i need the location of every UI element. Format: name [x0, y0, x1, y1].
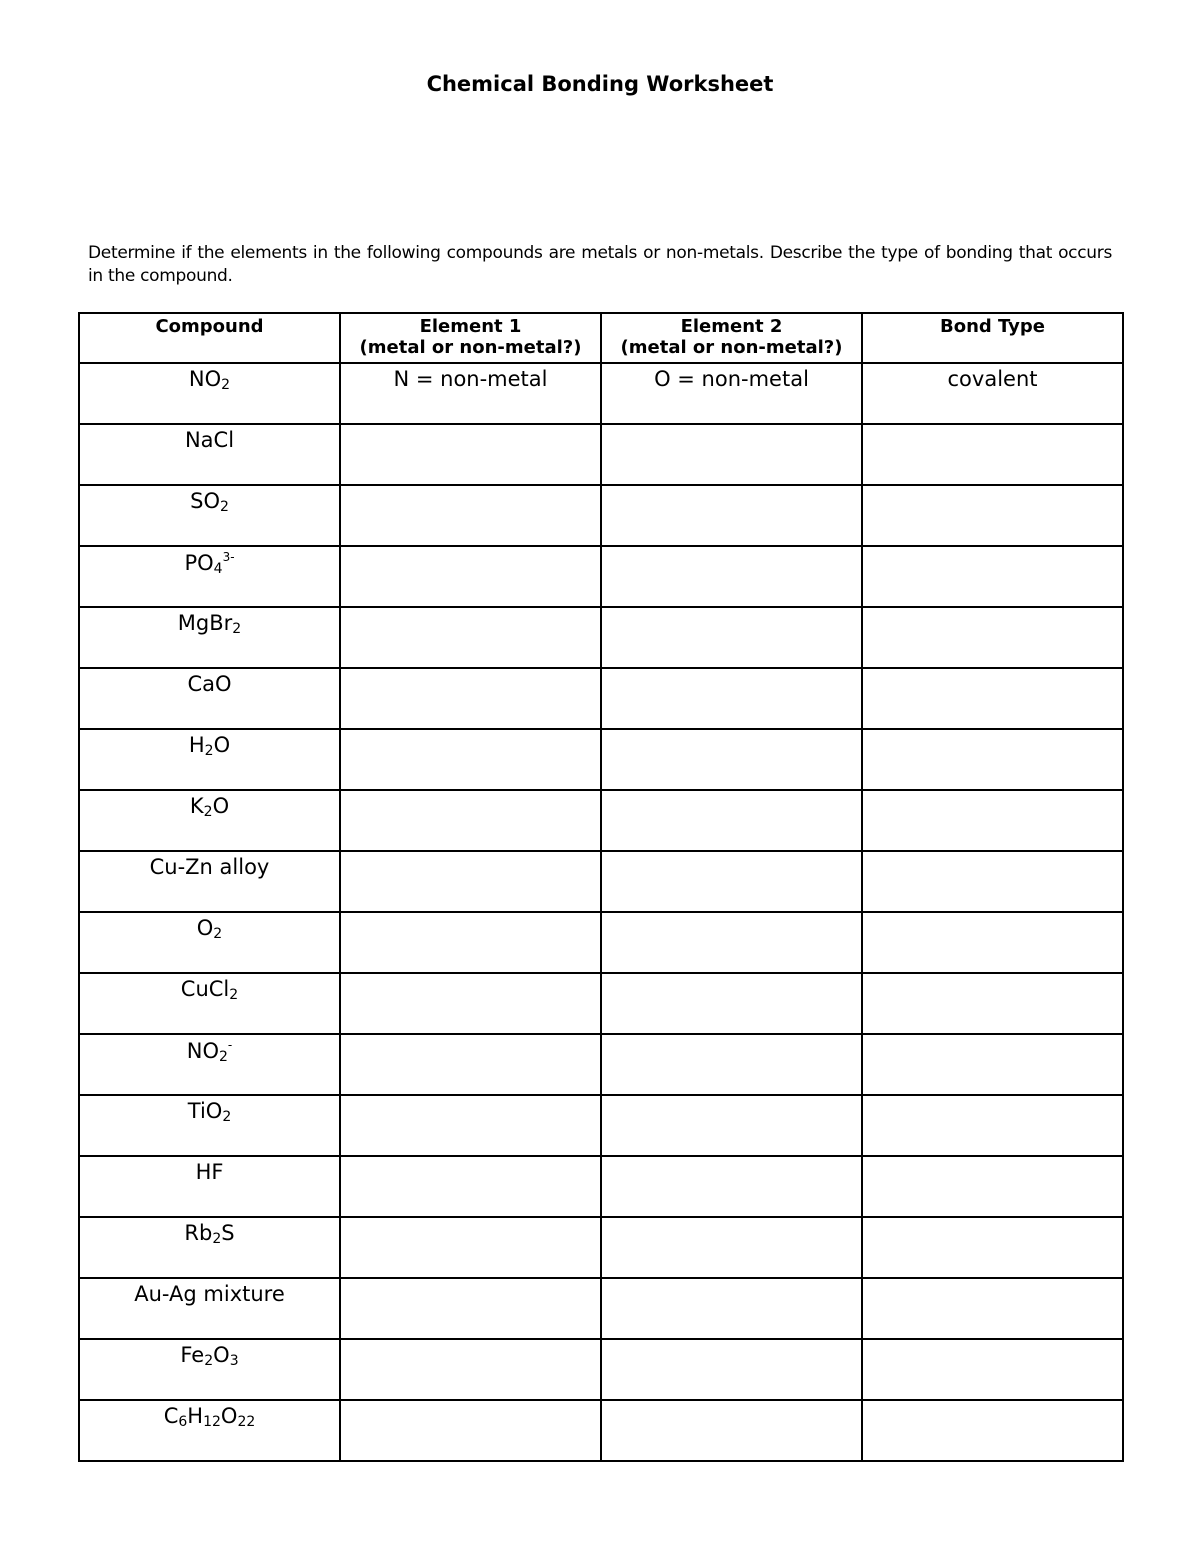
instructions-text: Determine if the elements in the following compounds are metals or non-metals. Describe the type of bonding that occurs in the compound. — [88, 243, 1112, 286]
bond-type-cell[interactable] — [862, 790, 1123, 851]
compound-formula — [185, 428, 234, 452]
element-1-cell[interactable] — [340, 485, 601, 546]
element-2-cell[interactable] — [601, 546, 862, 607]
compound-formula — [188, 1099, 231, 1123]
formula-text: NO — [188, 367, 222, 391]
bond-type-cell[interactable] — [862, 973, 1123, 1034]
element-2-cell-value: O = non-metal — [654, 367, 809, 391]
header-element-2-title: Element 2 — [680, 316, 783, 337]
formula-text: H — [187, 1404, 204, 1428]
formula-superscript: 3- — [222, 550, 235, 564]
formula-text: O — [212, 794, 230, 818]
element-2-cell[interactable] — [601, 1217, 862, 1278]
formula-text: NaCl — [184, 428, 235, 452]
formula-subscript: 2 — [204, 1353, 214, 1369]
compound-cell — [79, 1217, 340, 1278]
header-compound-label: Compound — [155, 316, 264, 337]
compound-cell — [79, 424, 340, 485]
formula-text: O — [220, 1404, 238, 1428]
element-2-cell[interactable] — [601, 668, 862, 729]
header-bond-type — [862, 313, 1123, 363]
formula-text: S — [221, 1221, 235, 1245]
element-1-cell[interactable] — [340, 1400, 601, 1461]
element-2-cell[interactable] — [601, 1156, 862, 1217]
element-2-cell[interactable] — [601, 790, 862, 851]
header-element-2-subtitle: (metal or non-metal?) — [620, 337, 843, 358]
formula-subscript: 12 — [203, 1414, 221, 1430]
table-row — [79, 607, 1123, 668]
table-row — [79, 1400, 1123, 1461]
bond-type-cell[interactable] — [862, 607, 1123, 668]
compound-formula — [197, 916, 222, 940]
element-1-cell[interactable] — [340, 973, 601, 1034]
element-2-cell[interactable] — [601, 912, 862, 973]
formula-subscript: 2 — [219, 499, 229, 515]
compound-formula — [189, 733, 230, 757]
compound-formula — [150, 855, 270, 879]
table-row — [79, 668, 1123, 729]
compound-cell — [79, 607, 340, 668]
formula-text: O — [196, 916, 214, 940]
compound-cell — [79, 1278, 340, 1339]
table-row — [79, 790, 1123, 851]
formula-text: SO — [190, 489, 220, 513]
element-2-cell[interactable] — [601, 607, 862, 668]
formula-subscript: 6 — [178, 1414, 188, 1430]
bond-type-cell[interactable] — [862, 485, 1123, 546]
element-1-cell[interactable] — [340, 1217, 601, 1278]
formula-superscript: - — [227, 1038, 233, 1052]
formula-subscript: 2 — [222, 1109, 232, 1125]
table-row — [79, 729, 1123, 790]
element-2-cell[interactable] — [601, 851, 862, 912]
formula-text: C — [163, 1404, 179, 1428]
element-2-cell[interactable] — [601, 1034, 862, 1095]
worksheet-title: Chemical Bonding Worksheet — [426, 72, 774, 96]
formula-text: CaO — [187, 672, 232, 696]
element-1-cell[interactable] — [340, 424, 601, 485]
element-1-cell[interactable] — [340, 607, 601, 668]
element-2-cell[interactable] — [601, 973, 862, 1034]
compound-cell — [79, 1156, 340, 1217]
compound-formula — [181, 977, 238, 1001]
formula-text: Fe — [180, 1343, 205, 1367]
element-1-cell[interactable] — [340, 790, 601, 851]
element-1-cell[interactable] — [340, 729, 601, 790]
bond-type-cell[interactable] — [862, 851, 1123, 912]
element-2-cell[interactable] — [601, 1095, 862, 1156]
compound-cell — [79, 790, 340, 851]
formula-text: PO — [184, 551, 214, 575]
element-1-cell[interactable] — [340, 851, 601, 912]
element-1-cell[interactable] — [340, 363, 601, 424]
bond-type-cell[interactable] — [862, 1217, 1123, 1278]
element-1-cell-value: N = non-metal — [393, 367, 548, 391]
formula-subscript: 4 — [213, 561, 223, 577]
table-row — [79, 1278, 1123, 1339]
formula-subscript: 2 — [229, 987, 239, 1003]
compound-formula — [184, 551, 234, 575]
compound-formula — [187, 1039, 233, 1063]
compound-cell — [79, 546, 340, 607]
formula-subscript: 2 — [212, 1231, 222, 1247]
compound-cell — [79, 668, 340, 729]
table-row — [79, 1095, 1123, 1156]
bond-type-cell[interactable] — [862, 1400, 1123, 1461]
element-2-cell[interactable] — [601, 363, 862, 424]
compound-formula — [134, 1282, 285, 1306]
element-1-cell[interactable] — [340, 912, 601, 973]
compound-cell — [79, 1095, 340, 1156]
table-row — [79, 363, 1123, 424]
formula-text: O — [213, 733, 231, 757]
compound-cell — [79, 973, 340, 1034]
compound-formula — [178, 611, 241, 635]
formula-text: O — [213, 1343, 230, 1367]
compound-formula — [189, 367, 230, 391]
table-row — [79, 851, 1123, 912]
element-1-cell[interactable] — [340, 1095, 601, 1156]
formula-text: Cu-Zn alloy — [149, 855, 270, 879]
formula-text: CuCl — [180, 977, 230, 1001]
compound-cell — [79, 1034, 340, 1095]
compound-cell — [79, 485, 340, 546]
bond-type-cell[interactable] — [862, 1095, 1123, 1156]
element-1-cell[interactable] — [340, 1156, 601, 1217]
bond-type-cell[interactable] — [862, 424, 1123, 485]
formula-subscript: 2 — [204, 743, 214, 759]
header-element-1-subtitle: (metal or non-metal?) — [359, 337, 582, 358]
element-1-cell[interactable] — [340, 546, 601, 607]
table-row — [79, 546, 1123, 607]
header-element-1-title: Element 1 — [419, 316, 522, 337]
element-1-cell[interactable] — [340, 668, 601, 729]
header-element-1 — [340, 313, 601, 363]
table-row — [79, 1034, 1123, 1095]
compound-cell — [79, 1400, 340, 1461]
bond-type-cell[interactable] — [862, 729, 1123, 790]
table-row — [79, 485, 1123, 546]
table-row — [79, 1339, 1123, 1400]
bond-type-cell[interactable] — [862, 1278, 1123, 1339]
element-1-cell[interactable] — [340, 1339, 601, 1400]
bonding-table — [78, 312, 1124, 1462]
bond-type-cell[interactable] — [862, 1156, 1123, 1217]
formula-text: NO — [186, 1039, 219, 1063]
compound-cell — [79, 851, 340, 912]
formula-text: Au-Ag mixture — [134, 1282, 285, 1306]
bond-type-cell[interactable] — [862, 668, 1123, 729]
formula-subscript: 22 — [237, 1414, 256, 1430]
header-bond-type-label: Bond Type — [939, 316, 1046, 337]
formula-text: MgBr — [177, 611, 233, 635]
element-2-cell[interactable] — [601, 424, 862, 485]
compound-cell — [79, 363, 340, 424]
bond-type-cell[interactable] — [862, 1034, 1123, 1095]
formula-subscript: 2 — [203, 804, 213, 820]
table-row — [79, 912, 1123, 973]
element-1-cell[interactable] — [340, 1034, 601, 1095]
table-header-row — [79, 313, 1123, 363]
bond-type-cell[interactable] — [862, 912, 1123, 973]
compound-formula — [164, 1404, 256, 1428]
table-row — [79, 1217, 1123, 1278]
formula-text: K — [189, 794, 204, 818]
bond-type-cell[interactable] — [862, 363, 1123, 424]
compound-cell — [79, 1339, 340, 1400]
bond-type-cell[interactable] — [862, 546, 1123, 607]
table-body — [79, 363, 1123, 1461]
element-2-cell[interactable] — [601, 1278, 862, 1339]
formula-subscript: 2 — [221, 377, 231, 393]
compound-formula — [190, 794, 229, 818]
formula-subscript: 2 — [232, 621, 242, 637]
formula-text: HF — [195, 1160, 224, 1184]
compound-formula — [196, 1160, 224, 1184]
table-row — [79, 973, 1123, 1034]
compound-formula — [187, 672, 231, 696]
formula-text: H — [188, 733, 205, 757]
table-row — [79, 1156, 1123, 1217]
table-row — [79, 424, 1123, 485]
header-element-2 — [601, 313, 862, 363]
element-2-cell[interactable] — [601, 1400, 862, 1461]
element-1-cell[interactable] — [340, 1278, 601, 1339]
header-compound — [79, 313, 340, 363]
formula-text: TiO — [187, 1099, 223, 1123]
compound-cell — [79, 729, 340, 790]
compound-cell — [79, 912, 340, 973]
element-2-cell[interactable] — [601, 729, 862, 790]
bond-type-cell[interactable] — [862, 1339, 1123, 1400]
bond-type-cell-value: covalent — [947, 367, 1038, 391]
compound-formula — [190, 489, 229, 513]
element-2-cell[interactable] — [601, 1339, 862, 1400]
formula-text: Rb — [184, 1221, 213, 1245]
formula-subscript: 2 — [218, 1049, 228, 1065]
formula-subscript: 2 — [213, 926, 223, 942]
compound-formula — [184, 1221, 234, 1245]
compound-formula — [180, 1343, 238, 1367]
element-2-cell[interactable] — [601, 485, 862, 546]
formula-subscript: 3 — [229, 1353, 239, 1369]
